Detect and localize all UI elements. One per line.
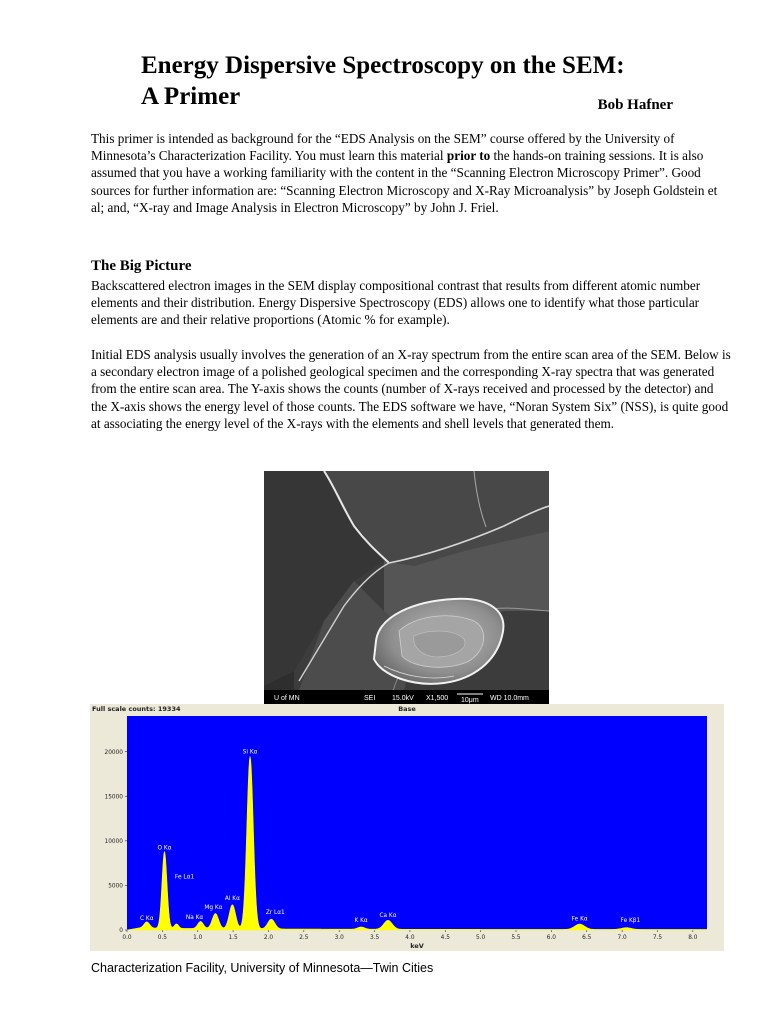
- peak-label: Fe Kβ1: [620, 918, 641, 925]
- x-axis-label: keV: [410, 942, 424, 950]
- x-tick-label: 2.5: [299, 935, 309, 941]
- databar-working-distance: WD 10.0mm: [490, 695, 529, 702]
- peak-label: Mg Kα: [204, 904, 223, 911]
- full-scale-counts-label: Full scale counts: 19334: [92, 705, 181, 713]
- y-tick-label: 15000: [104, 794, 123, 801]
- x-tick-label: 5.0: [476, 935, 486, 941]
- databar-scale: 10μm: [461, 697, 479, 704]
- big-picture-paragraph-2: Initial EDS analysis usually involves the generation of an X-ray spectrum from the entire scan area of the SEM. Below is a secondary electron image of a polished geological specimen and the corresponding X-ray spectra that was generated from the entire scan area. The Y-axis shows the counts (number of X-rays received and processed by the detector) and the X-axis shows the energy level of those counts. The EDS software we have, “Noran System Six” (NSS), is quite good at associating the energy level of the X-rays with the elements and shell levels that generated them.: [91, 347, 731, 431]
- x-tick-label: 7.0: [617, 935, 627, 941]
- peak-label: Fe Lα1: [174, 874, 195, 881]
- peak-label: Zr Lα1: [265, 910, 285, 917]
- intro-bold: prior to: [446, 148, 491, 164]
- databar-detector: SEI: [364, 695, 376, 702]
- intro-text-2: the hands-on training sessions. It is also assumed that you have a working familiarity with the content in the “Scanning Electron Microscopy Primer”. Good sources for further information are: “Scanning Electron Microscopy and X-Ray Microanalysis” by Joseph Goldstein et al; and, “X-ray and Image Analysis in Electron Microscopy” by John J. Friel.: [91, 148, 718, 215]
- peak-label: Fe Kα: [571, 916, 588, 923]
- section-heading: The Big Picture: [91, 258, 192, 274]
- spectrum-base-label: Base: [398, 705, 416, 713]
- databar-lab: U of MN: [274, 695, 300, 702]
- x-tick-label: 1.0: [193, 935, 203, 941]
- peak-label: Ca Kα: [379, 913, 397, 920]
- x-tick-label: 0.5: [157, 935, 167, 941]
- databar-magnification: X1,500: [426, 695, 449, 702]
- peak-label: Al Kα: [224, 895, 240, 902]
- peak-label: K Kα: [354, 917, 368, 924]
- peak-label: C Kα: [140, 915, 154, 922]
- y-tick-label: 5000: [108, 883, 123, 890]
- peak-label: Na Kα: [185, 914, 204, 921]
- document-title: [141, 50, 681, 112]
- x-tick-label: 4.5: [440, 935, 450, 941]
- x-tick-label: 4.0: [405, 935, 415, 941]
- x-tick-label: 8.0: [688, 935, 698, 941]
- x-tick-label: 0.0: [122, 935, 132, 941]
- x-tick-label: 3.5: [369, 935, 380, 941]
- x-tick-label: 2.0: [263, 935, 274, 941]
- x-tick-label: 7.5: [652, 935, 663, 941]
- x-tick-label: 5.5: [511, 935, 521, 941]
- peak-label: O Kα: [157, 845, 172, 852]
- big-picture-paragraph-1: Backscattered electron images in the SEM display compositional contrast that results from different atomic number elements and their distribution. Energy Dispersive Spectroscopy (EDS) allows one to identify what those particular elements are and their relative proportions (Atomic % for example).: [91, 278, 701, 328]
- eds-spectrum-chart: [90, 704, 724, 951]
- y-tick-label: 20000: [104, 749, 123, 756]
- caption: Characterization Facility, University of Minnesota—Twin Cities: [91, 961, 434, 975]
- x-tick-label: 3.0: [334, 935, 344, 941]
- plot-area: [127, 716, 707, 930]
- intro-text-1: This primer is intended as background for the “EDS Analysis on the SEM” course offered by the University of Minnesota’s Characterization Facility. You must learn this material: [91, 131, 675, 164]
- databar-voltage: 15.0kV: [392, 695, 414, 702]
- y-tick-label: 10000: [104, 839, 123, 846]
- x-tick-label: 1.5: [228, 935, 238, 941]
- x-tick-label: 6.5: [582, 935, 592, 941]
- title-line-1: Energy Dispersive Spectroscopy on the SEM:: [141, 52, 625, 79]
- y-tick-label: 0: [119, 928, 123, 935]
- x-tick-label: 6.0: [546, 935, 557, 941]
- author-name: Bob Hafner: [597, 97, 673, 113]
- sem-micrograph: [264, 471, 549, 704]
- peak-label: Si Kα: [242, 749, 258, 756]
- intro-paragraph: [91, 130, 731, 216]
- title-line-2: A Primer: [141, 83, 241, 110]
